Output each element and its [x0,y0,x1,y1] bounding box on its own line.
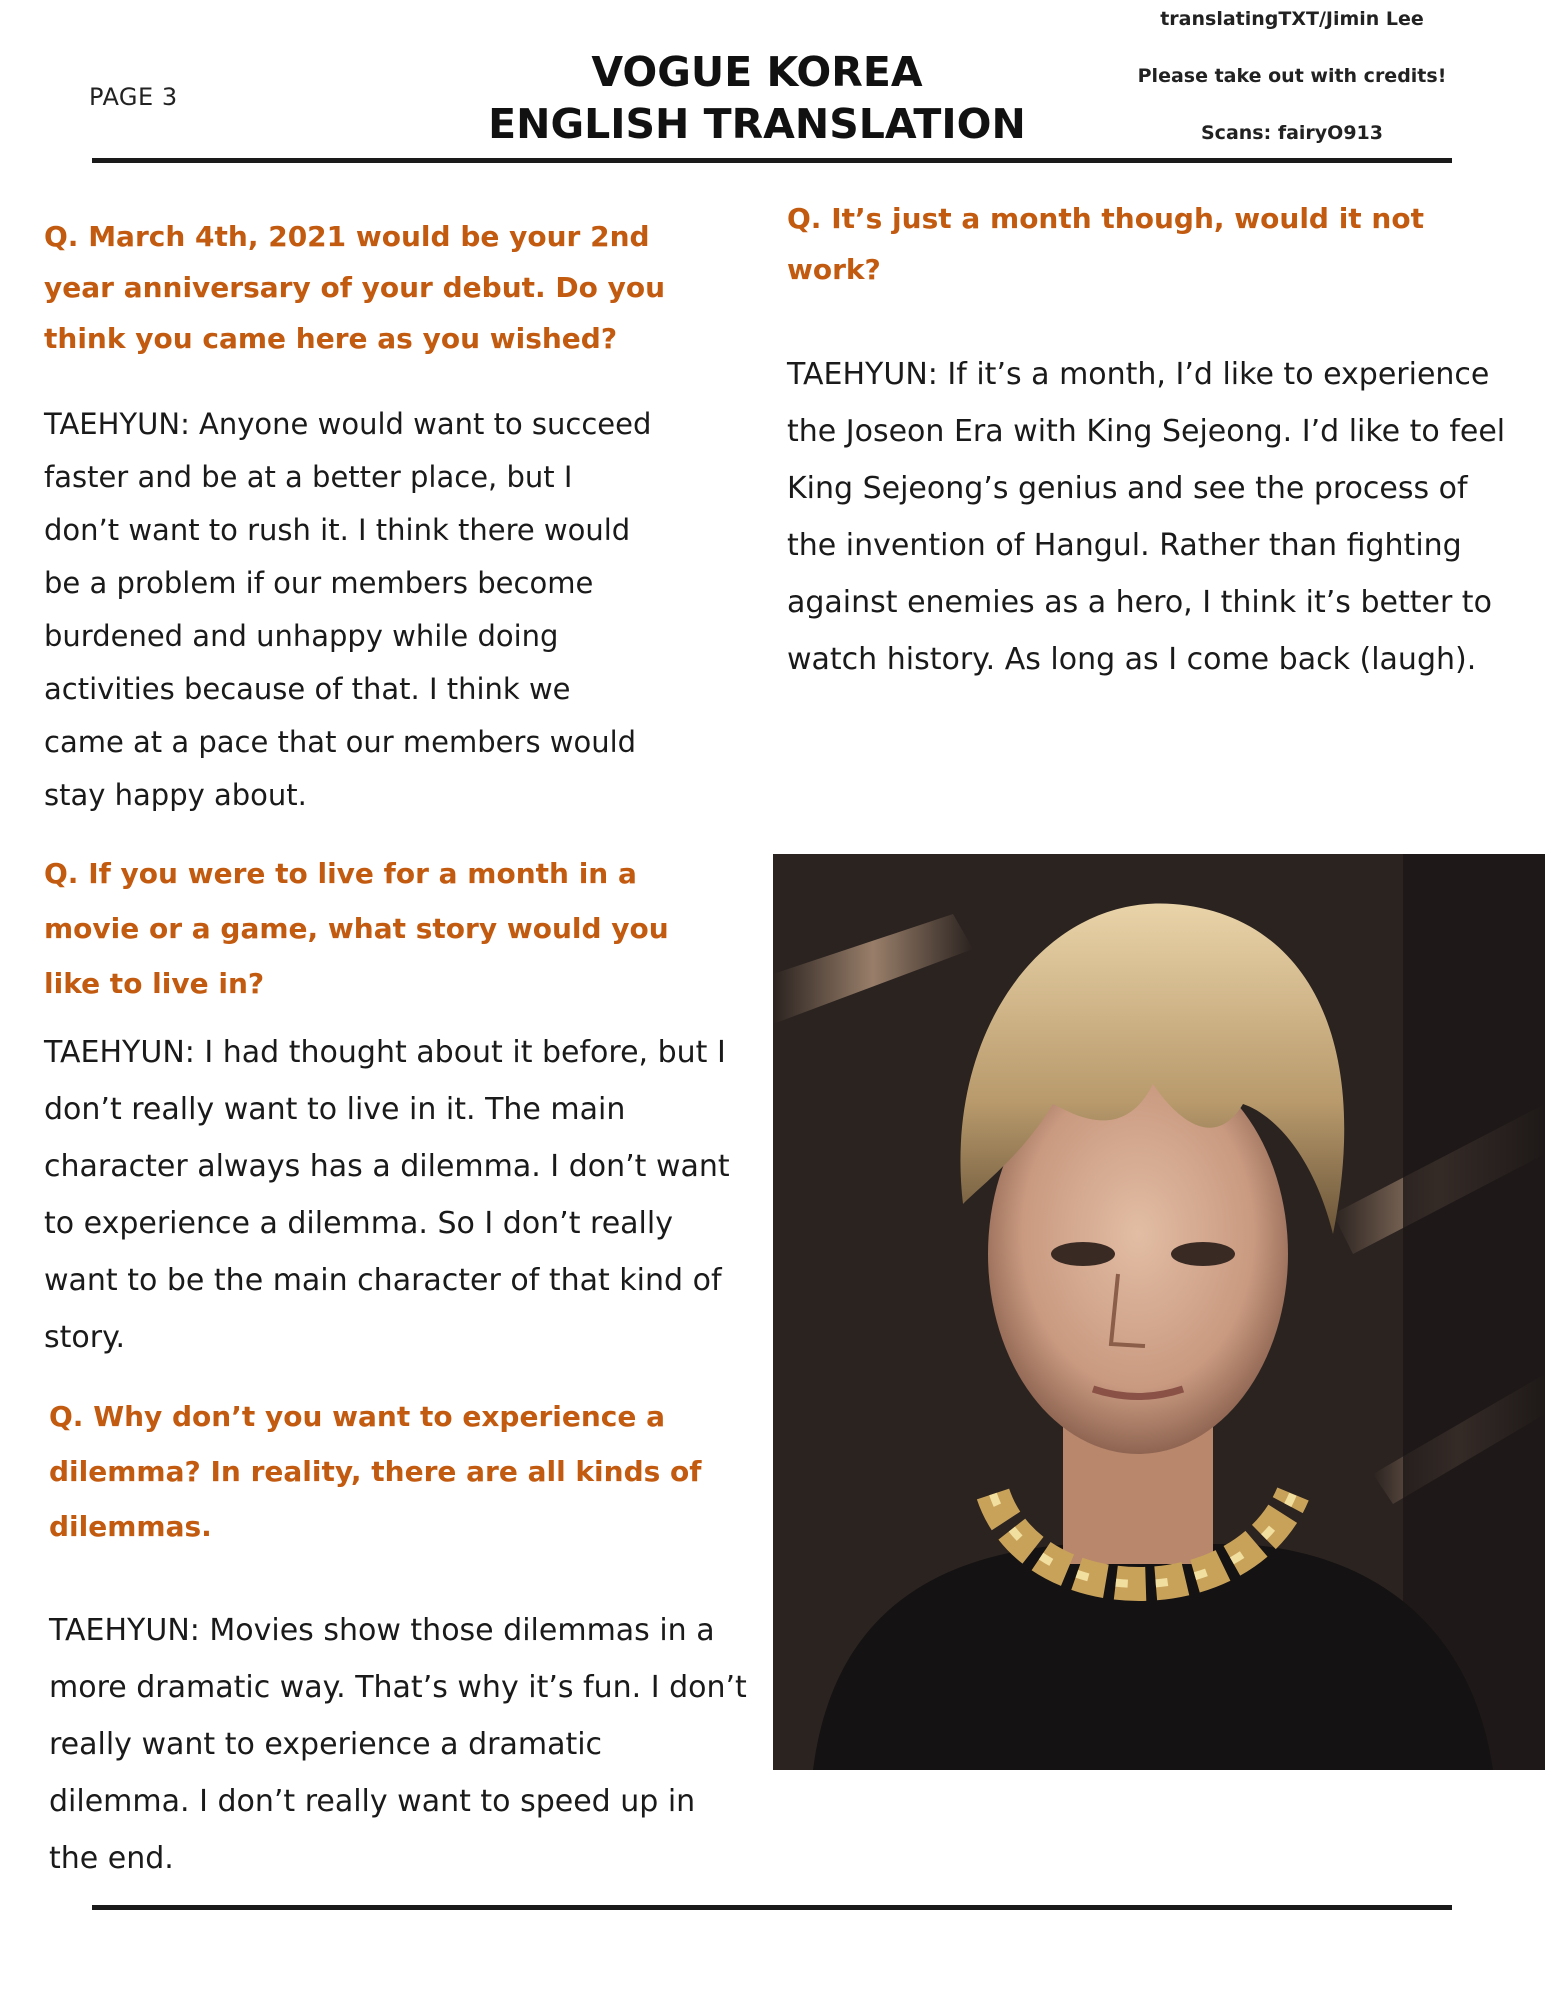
title-line-1: VOGUE KOREA [591,48,923,96]
question-3: Q. Why don’t you want to experience a dilemma? In reality, there are all kinds of dilemmas. [49,1400,702,1543]
bottom-divider [92,1905,1452,1910]
question-4: Q. It’s just a month though, would it not work? [787,202,1424,286]
page-number: PAGE 3 [89,83,178,111]
credit-notice: Please take out with credits! [1137,65,1447,87]
question-2: Q. If you were to live for a month in a movie or a game, what story would you like to live in? [44,857,669,1000]
credit-scans: Scans: fairyO913 [1201,122,1383,144]
page-title [457,46,1057,150]
portrait-illustration [773,854,1545,1770]
title-line-2: ENGLISH TRANSLATION [488,100,1026,148]
answer-4: TAEHYUN: If it’s a month, I’d like to experience the Joseon Era with King Sejeong. I’d like to feel King Sejeong’s genius and see the process of the invention of Hangul. Rather than fighting against enemies as a hero, I think it’s better to watch history. As long as I come back (laugh). [787,357,1506,677]
portrait-photo [773,854,1545,1770]
answer-3: TAEHYUN: Movies show those dilemmas in a more dramatic way. That’s why it’s fun. I don’t really want to experience a dramatic dilemma. I don’t really want to speed up in the end. [49,1613,747,1876]
answer-1: TAEHYUN: Anyone would want to succeed faster and be at a better place, but I don’t want to rush it. I think there would be a problem if our members become burdened and unhappy while doing activities because of that. I think we came at a pace that our members would stay happy about. [44,407,652,812]
credits-block [1112,0,1472,171]
top-divider [92,158,1452,163]
question-1: Q. March 4th, 2021 would be your 2nd year anniversary of your debut. Do you think you came here as you wished? [44,220,666,355]
credit-translator: translatingTXT/Jimin Lee [1160,8,1424,30]
answer-2: TAEHYUN: I had thought about it before, but I don’t really want to live in it. The main character always has a dilemma. I don’t want to experience a dilemma. So I don’t really want to be the main character of that kind of story. [44,1035,730,1355]
